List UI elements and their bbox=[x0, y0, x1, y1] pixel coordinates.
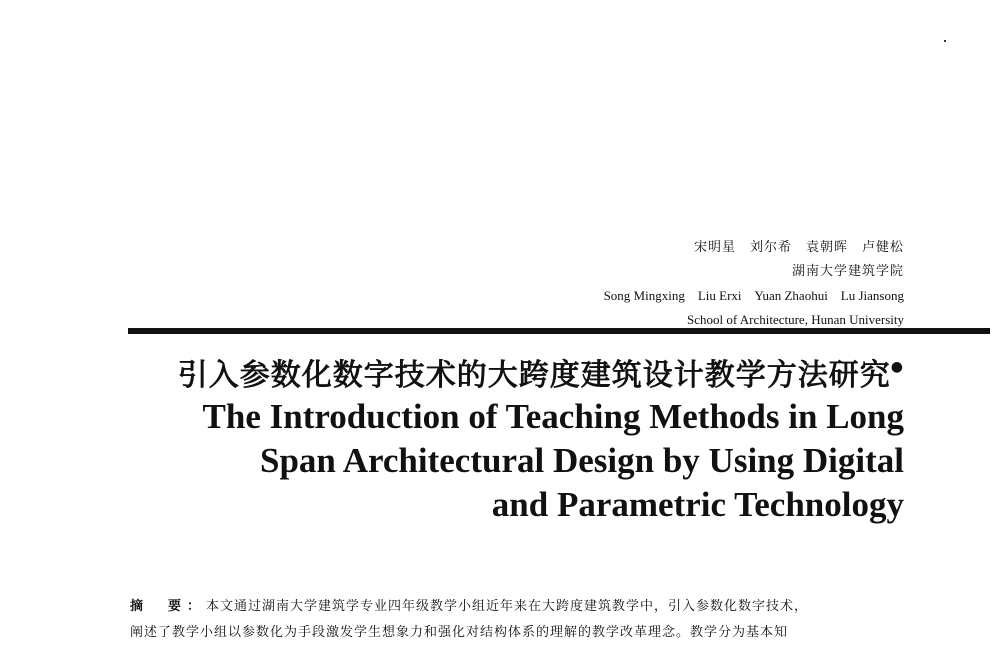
author-names-en: Song Mingxing Liu Erxi Yuan Zhaohui Lu Jiansong bbox=[603, 288, 904, 303]
paper-title-cn-text: 引入参数化数字技术的大跨度建筑设计教学方法研究 bbox=[177, 358, 891, 393]
abstract-text-1: 本文通过湖南大学建筑学专业四年级教学小组近年来在大跨度建筑教学中，引入参数化数字技术， bbox=[206, 599, 809, 614]
paper-title-en-line-2: Span Architectural Design by Using Digital bbox=[260, 441, 904, 480]
footnote-mark: ● bbox=[890, 359, 904, 375]
affiliation-en: School of Architecture, Hunan University bbox=[687, 312, 904, 327]
paper-title-cn bbox=[178, 350, 904, 394]
abstract-block bbox=[130, 594, 900, 646]
author-names-cn: 宋明星 刘尔希 袁朝晖 卢健松 bbox=[693, 240, 904, 255]
affiliation-cn: 湖南大学建筑学院 bbox=[791, 264, 904, 279]
abstract-line-2: 阐述了教学小组以参数化为手段激发学生想象力和强化对结构体系的理解的教学改革理念。教学分为基本知 bbox=[130, 625, 789, 640]
paper-title-en-line-3: and Parametric Technology bbox=[491, 485, 904, 524]
abstract-label: 摘 要： bbox=[130, 599, 207, 614]
title-divider-rule bbox=[128, 328, 990, 334]
paper-title-en-line-1: The Introduction of Teaching Methods in Long bbox=[202, 397, 904, 436]
abstract-line-1 bbox=[130, 594, 900, 620]
speck-mark bbox=[944, 40, 946, 42]
author-block bbox=[604, 236, 904, 332]
paper-title-en bbox=[203, 395, 904, 527]
